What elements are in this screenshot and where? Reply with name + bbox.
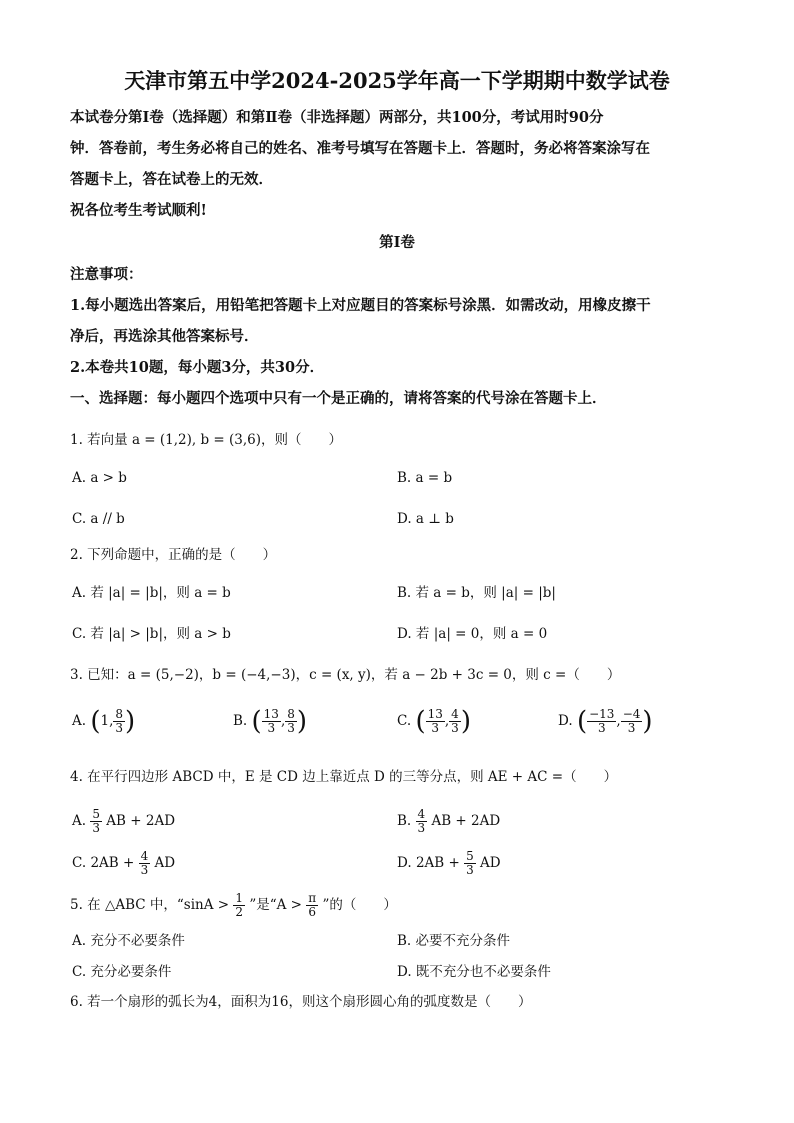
question-1-option-c: C. a // b	[72, 511, 125, 527]
vector-term: + 2AD	[455, 813, 501, 829]
part1-heading: 一、选择题：每小题四个选项中只有一个是正确的，请将答案的代号涂在答题卡上．	[70, 390, 607, 407]
fraction: $\frac{\pi}{6}$	[308, 891, 317, 919]
question-2-option-b: B. 若 a = b，则 |a| = |b|	[397, 585, 556, 601]
fraction: $\frac{-13}{3}$	[589, 707, 615, 735]
intro-line-2: 钟．答卷前，考生务必将自己的姓名、准考号填写在答题卡上．答题时，务必将答案涂写在	[70, 140, 650, 157]
option-letter: A.	[72, 713, 87, 729]
question-1-option-d: D. a ⊥ b	[397, 511, 454, 527]
notes-heading: 注意事项：	[70, 266, 143, 283]
vector-term: AB	[431, 813, 452, 829]
vector-term: 2AB +	[415, 855, 460, 871]
fraction: $\frac{5}{3}$	[466, 849, 474, 877]
question-4-option-d	[397, 850, 501, 877]
fraction: $\frac{4}{3}$	[451, 707, 459, 735]
fraction: $\frac{-4}{3}$	[622, 707, 641, 735]
option-letter: B.	[233, 713, 248, 729]
question-3-option-b: B. ( $\frac{13}{3}$ , $\frac{8}{3}$ )	[233, 706, 308, 737]
intro-line-4: 祝各位考生考试顺利!	[70, 202, 207, 219]
question-2-option-c: C. 若 |a| > |b|，则 a > b	[72, 626, 231, 642]
fraction: $\frac{13}{3}$	[427, 707, 443, 735]
fraction: $\frac{13}{3}$	[263, 707, 279, 735]
intro-line-3: 答题卡上，答在试卷上的无效．	[70, 171, 273, 188]
fraction: $\frac{8}{3}$	[115, 707, 124, 735]
question-3-stem: 3. 已知：a = (5,−2)，b = (−4,−3)，c = (x, y)，若 a − 2b + 3c = 0，则 c =（ ）	[70, 667, 621, 683]
stem-part: ”的（ ）	[322, 897, 397, 913]
option-letter: C.	[397, 713, 412, 729]
fraction: $\frac{1}{2}$	[235, 891, 244, 919]
question-2-stem: 2. 下列命题中，正确的是（ ）	[70, 547, 277, 563]
notes-item-1-line-2: 净后，再选涂其他答案标号．	[70, 328, 259, 345]
question-5-option-b: B. 必要不充分条件	[397, 933, 511, 949]
vector-term: AD	[480, 855, 501, 871]
question-5-stem	[70, 892, 397, 919]
notes-item-2: 2.本卷共10题，每小题3分，共30分．	[70, 359, 325, 376]
question-1-option-a: A. a > b	[72, 470, 127, 486]
exam-title: 天津市第五中学2024-2025学年高一下学期期中数学试卷	[124, 68, 670, 93]
question-1-option-b: B. a = b	[397, 470, 453, 486]
option-letter: B.	[397, 813, 412, 829]
fraction: $\frac{4}{3}$	[140, 849, 149, 877]
vector-term: AB	[106, 813, 126, 829]
stem-part: ”是“A >	[249, 897, 302, 913]
fraction: $\frac{4}{3}$	[417, 807, 426, 835]
fraction: $\frac{8}{3}$	[287, 707, 295, 735]
question-2-option-a: A. 若 |a| = |b|，则 a = b	[72, 585, 231, 601]
question-4-option-c	[72, 850, 175, 877]
notes-item-1-line-1: 1.每小题选出答案后，用铅笔把答题卡上对应题目的答案标号涂黑．如需改动，用橡皮擦干	[70, 297, 651, 314]
option-letter: C.	[72, 855, 87, 871]
question-4-option-b	[397, 808, 500, 835]
vector-term: AD	[154, 855, 176, 871]
question-2-option-d: D. 若 |a| = 0，则 a = 0	[397, 626, 548, 642]
vector-term: 2AB +	[90, 855, 135, 871]
option-letter: D.	[397, 855, 412, 871]
intro-line-1: 本试卷分第Ⅰ卷（选择题）和第Ⅱ卷（非选择题）两部分，共100分，考试用时90分	[70, 109, 604, 126]
question-4-stem: 4. 在平行四边形 ABCD 中，E 是 CD 边上靠近点 D 的三等分点，则 AE + AC =（ ）	[70, 769, 618, 785]
question-5-option-d: D. 既不充分也不必要条件	[397, 964, 551, 980]
option-letter: A.	[72, 813, 87, 829]
question-5-option-a: A. 充分不必要条件	[72, 933, 185, 949]
option-letter: D.	[558, 713, 573, 729]
question-5-option-c: C. 充分必要条件	[72, 964, 172, 980]
question-4-option-a	[72, 808, 175, 835]
section-title: 第Ⅰ卷	[379, 234, 415, 251]
fraction: $\frac{5}{3}$	[92, 807, 100, 835]
question-1-stem: 1. 若向量 a = (1,2), b = (3,6)，则（ ）	[70, 432, 343, 448]
stem-part: 5. 在 △ABC 中，“sinA >	[70, 897, 230, 913]
question-6-stem: 6. 若一个扇形的弧长为4，面积为16，则这个扇形圆心角的弧度数是（ ）	[70, 994, 532, 1010]
vector-term: + 2AD	[130, 813, 176, 829]
question-3-option-a: A. (1, $\frac{8}{3}$ )	[72, 706, 136, 737]
frac-prefix: 1,	[100, 713, 114, 729]
question-3-option-d: D. ( $\frac{-13}{3}$ , $\frac{-4}{3}$ )	[558, 706, 653, 737]
question-3-option-c: C. ( $\frac{13}{3}$ , $\frac{4}{3}$ )	[397, 706, 471, 737]
